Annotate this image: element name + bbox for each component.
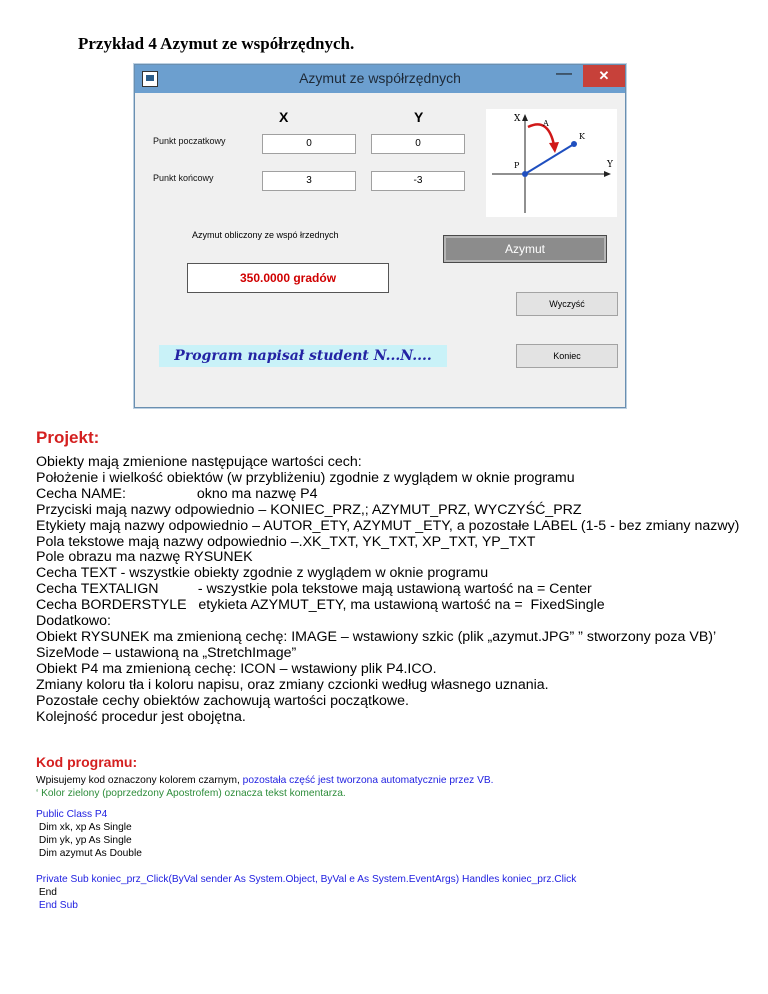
sketch-label-a: A bbox=[543, 119, 549, 128]
desc-line: SizeMode – ustawioną na „StretchImage” bbox=[36, 644, 297, 661]
column-x-label: X bbox=[279, 109, 289, 125]
code-dim-line: Dim azymut As Double bbox=[36, 848, 142, 859]
desc-line: Kolejność procedur jest obojętna. bbox=[36, 708, 246, 725]
code-intro bbox=[36, 774, 756, 787]
xp-input[interactable]: 0 bbox=[262, 134, 356, 154]
code-sub-line: Private Sub koniec_prz_Click(ByVal sender As System.Object, ByVal e As System.EventArgs) Handles koniec_prz.Click bbox=[36, 874, 577, 885]
code-comment-note: ‘ Kolor zielony (poprzedzony Apostrofem) oznacza tekst komentarza. bbox=[36, 788, 346, 799]
close-button[interactable]: ✕ bbox=[583, 65, 625, 87]
code-section bbox=[36, 774, 756, 912]
sketch-label-y: Y bbox=[607, 160, 613, 170]
xk-input[interactable]: 3 bbox=[262, 171, 356, 191]
code-dim-line: Dim yk, yp As Single bbox=[36, 835, 132, 846]
azimuth-sketch bbox=[486, 109, 617, 217]
code-intro-blue: pozostała część jest tworzona automatycznie przez VB. bbox=[239, 775, 494, 786]
projekt-heading: Projekt: bbox=[36, 428, 100, 447]
end-button[interactable]: Koniec bbox=[516, 344, 618, 368]
desc-line: Cecha TEXT - wszystkie obiekty zgodnie z wyglądem w oknie programu bbox=[36, 565, 489, 582]
desc-line: Obiekt P4 ma zmienioną cechę: ICON – wstawiony plik P4.ICO. bbox=[36, 660, 437, 677]
start-point-label: Punkt poczatkowy bbox=[153, 136, 226, 146]
sketch-y-arrowhead bbox=[604, 171, 611, 177]
sketch-segment-pk bbox=[525, 144, 574, 174]
desc-line: Cecha TEXTALIGN - wszystkie pola tekstowe mają ustawioną wartość na = Center bbox=[36, 581, 592, 598]
project-description bbox=[36, 455, 756, 725]
desc-line: Cecha NAME: okno ma nazwę P4 bbox=[36, 485, 318, 502]
desc-line: Pola tekstowe mają nazwy odpowiednio –.XK_TXT, YK_TXT, XP_TXT, YP_TXT bbox=[36, 533, 536, 550]
window-title: Azymut ze współrzędnych bbox=[299, 70, 461, 86]
desc-line: Przyciski mają nazwy odpowiednio – KONIEC_PRZ,; AZYMUT_PRZ, WYCZYŚĆ_PRZ bbox=[36, 501, 582, 518]
end-point-label: Punkt końcowy bbox=[153, 173, 214, 183]
yp-input[interactable]: 0 bbox=[371, 134, 465, 154]
desc-line: Obiekty mają zmienione następujące wartości cech: bbox=[36, 454, 362, 470]
app-window bbox=[134, 64, 626, 408]
sketch-azimuth-arc bbox=[528, 124, 554, 145]
azymut-button[interactable]: Azymut bbox=[443, 235, 607, 263]
desc-line: Pole obrazu ma nazwę RYSUNEK bbox=[36, 549, 253, 566]
desc-line: Położenie i wielkość obiektów (w przybliżeniu) zgodnie z wyglądem w oknie programu bbox=[36, 469, 575, 486]
code-end-statement: End bbox=[36, 887, 57, 898]
minimize-button[interactable]: — bbox=[556, 65, 572, 82]
author-label: Program napisał student N...N.... bbox=[159, 345, 447, 367]
sketch-point-k bbox=[571, 141, 577, 147]
desc-line: Obiekt RYSUNEK ma zmienioną cechę: IMAGE – wstawiony szkic (plik „azymut.JPG” ” stworzony poza VB)’ bbox=[36, 628, 717, 645]
clear-button[interactable]: Wyczyść bbox=[516, 292, 618, 316]
code-dim-line: Dim xk, xp As Single bbox=[36, 822, 132, 833]
sketch-label-x: X bbox=[514, 114, 521, 124]
sketch-label-k: K bbox=[579, 132, 585, 141]
desc-line: Dodatkowo: bbox=[36, 613, 111, 630]
yk-input[interactable]: -3 bbox=[371, 171, 465, 191]
sketch-label-p: P bbox=[514, 161, 520, 170]
code-end-sub: End Sub bbox=[36, 900, 78, 911]
sketch-picture bbox=[486, 109, 617, 217]
desc-line: Zmiany koloru tła i koloru napisu, oraz zmiany czcionki według własnego uznania. bbox=[36, 676, 549, 693]
code-class-line: Public Class P4 bbox=[36, 809, 108, 820]
azimuth-caption: Azymut obliczony ze wspó łrzednych bbox=[192, 230, 339, 240]
desc-line: Pozostałe cechy obiektów zachowują wartości początkowe. bbox=[36, 692, 410, 709]
column-y-label: Y bbox=[414, 109, 424, 125]
sketch-arc-arrowhead bbox=[549, 142, 559, 153]
azimuth-result: 350.0000 gradów bbox=[187, 263, 389, 293]
sketch-x-arrowhead bbox=[522, 114, 528, 121]
sketch-point-p bbox=[522, 171, 528, 177]
title-bar[interactable] bbox=[135, 65, 625, 93]
page-heading: Przykład 4 Azymut ze współrzędnych. bbox=[78, 34, 355, 53]
desc-line: Cecha BORDERSTYLE etykieta AZYMUT_ETY, ma ustawioną wartość na = FixedSingle bbox=[36, 597, 605, 614]
code-heading: Kod programu: bbox=[36, 754, 138, 770]
desc-line: Etykiety mają nazwy odpowiednio – AUTOR_ETY, AZYMUT _ETY, a pozostałe LABEL (1-5 - bez zmiany nazwy) bbox=[36, 517, 740, 534]
code-intro-black: Wpisujemy kod oznaczony kolorem czarnym, bbox=[36, 775, 240, 786]
